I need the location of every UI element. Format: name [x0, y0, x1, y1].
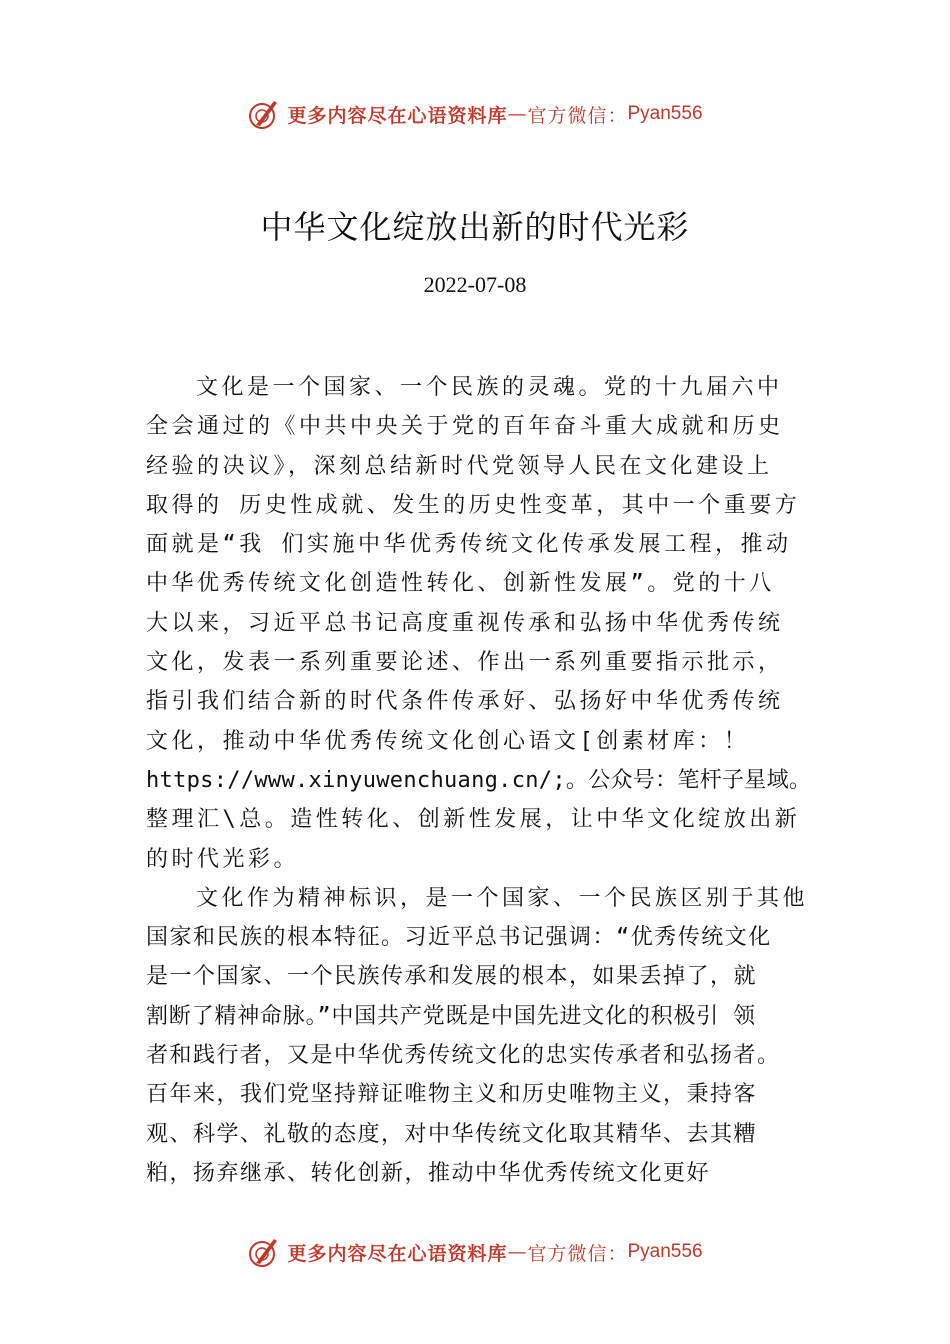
banner-wechat-label: 官方微信： — [527, 104, 628, 127]
body-line: 中华优秀传统文化创造性转化、创新性发展”。党的十八 — [146, 571, 775, 597]
header-banner — [0, 94, 950, 134]
body-line: 是一个国家、一个民族传承和发展的根本，如果丢掉了，就 — [146, 964, 758, 990]
quill-pen-icon — [247, 97, 281, 131]
body-line: 国家和民族的根本特征。习近平总书记强调：“优秀传统文化 — [146, 925, 772, 951]
body-line: https://www.xinyuwenchuang.cn/;。公众号：笔杆子星域。 — [146, 767, 812, 793]
body-line: 的时代光彩。 — [146, 846, 300, 872]
quill-pen-icon — [247, 1235, 281, 1269]
body-line: 割断了精神命脉。”中国共产党既是中国先进文化的积极引 领 — [146, 1003, 756, 1029]
body-line: 经验的决议》，深刻总结新时代党领导人民在文化建设上 — [146, 453, 773, 479]
body-line: 文化是一个国家、一个民族的灵魂。党的十九届六中 — [196, 375, 783, 400]
article-date: 2022-07-08 — [423, 272, 527, 297]
article-title: 中华文化绽放出新的时代光彩 — [260, 208, 690, 246]
banner-wechat-id: Pyan556 — [627, 103, 703, 124]
body-line: 文化，发表一系列重要论述、作出一系列重要指示批示， — [146, 650, 784, 676]
body-line: 全会通过的《中共中央关于党的百年奋斗重大成就和历史 — [146, 414, 784, 440]
body-line: 文化作为精神标识，是一个国家、一个民族区别于其他 — [196, 885, 809, 911]
body-line: 百年来，我们党坚持辩证唯物主义和历史唯物主义，秉持客 — [146, 1082, 758, 1108]
banner-separator: — — [507, 103, 528, 125]
banner-main-text: 更多内容尽在心语资料库 — [287, 104, 508, 127]
body-line: 文化，推动中华优秀传统文化创心语文[创素材库：！ — [146, 728, 750, 754]
body-line: 大以来，习近平总书记高度重视传承和弘扬中华优秀传统 — [146, 610, 784, 636]
body-line: 粕，扬弃继承、转化创新，推动中华优秀传统文化更好 — [146, 1160, 711, 1186]
banner-wechat-id: Pyan556 — [627, 1241, 703, 1262]
body-line: 整理汇\总。造性转化、创新性发展，让中华文化绽放出新 — [146, 807, 801, 833]
body-line: 指引我们结合新的时代条件传承好、弘扬好中华优秀传统 — [146, 689, 784, 715]
footer-banner — [0, 1232, 950, 1272]
body-line: 面就是“我 们实施中华优秀传统文化传承发展工程，推动 — [146, 532, 792, 558]
body-line: 取得的 历史性成就、发生的历史性变革，其中一个重要方 — [146, 492, 801, 518]
banner-separator: — — [507, 1241, 528, 1263]
body-line: 观、科学、礼敬的态度，对中华传统文化取其精华、去其糟 — [146, 1121, 758, 1147]
banner-main-text: 更多内容尽在心语资料库 — [287, 1242, 508, 1265]
article-body — [146, 368, 826, 1193]
banner-wechat-label: 官方微信： — [527, 1242, 628, 1265]
body-line: 者和践行者，又是中华优秀传统文化的忠实传承者和弘扬者。 — [146, 1043, 781, 1069]
